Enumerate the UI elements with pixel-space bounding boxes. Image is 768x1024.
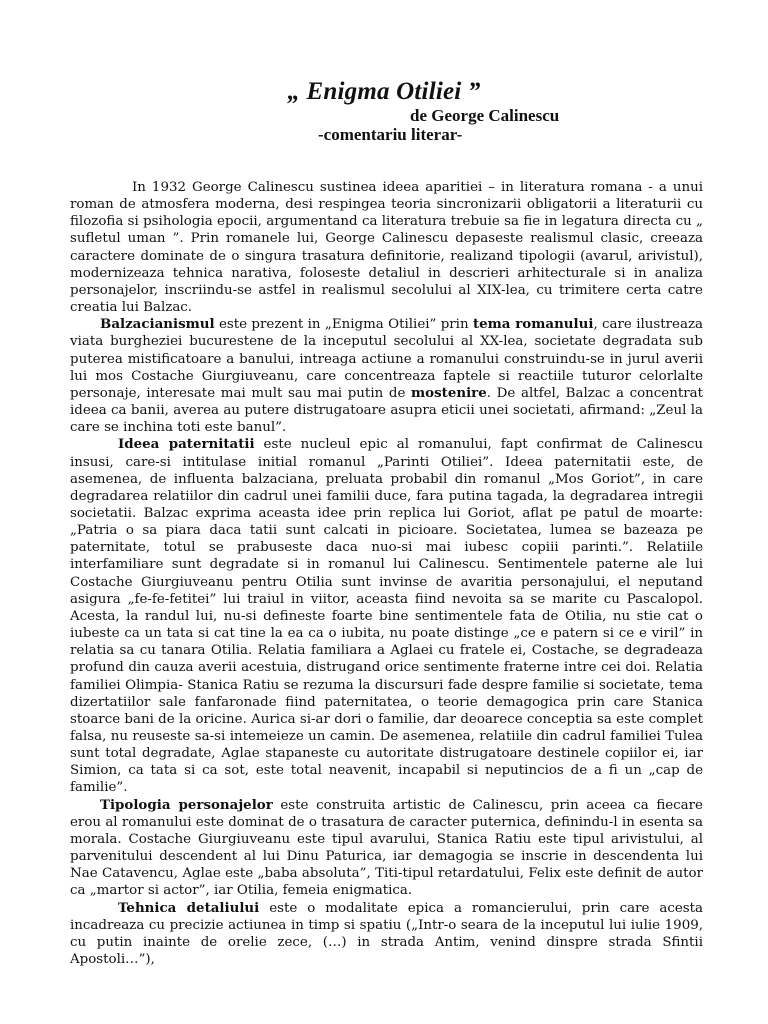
document-title: „ Enigma Otiliei ” [287,78,481,105]
paragraph-intro: In 1932 George Calinescu sustinea ideea aparitiei – in literatura romana - a unui roman de atmosfera moderna, desi respingea teoria sincronizarii obligatorii a literaturii cu filozofia si psihologia epocii, argumentand ca literatura trebuie sa fie in legatura directa cu „ sufletul uman ”. Prin romanele lui, George Calinescu depaseste realismul clasic, creeaza caractere dominate de o singura trasatura definitorie, realizand tipologii (avarul, arivistul), modernizeaza tehnica narativa, foloseste detaliul in descrieri arhitecturale si in analiza personajelor, inscriindu-se astfel in realismul secolului al XIX-lea, cu trimitere certa catre creatia lui Balzac. [70,180,703,316]
term-balzacianismul: Balzacianismul [100,316,215,333]
paragraph-text: este construita artistic de Calinescu, prin aceea ca fiecare erou al romanului este dominat de o trasatura de caracter puternica, definindu-l in esenta sa morala. Costache Giurgiuveanu este tipul avarului, Stanica Ratiu este tipul arivistului, al parvenitului descendent al lui Dinu Paturica, iar demagogia se inscrie in descendenta lui Nae Catavencu, Aglae este „baba absoluta”, Titi-tipul retardatului, Felix este definit de autor ca „martor si actor”, iar Otilia, femeia enigmatica. [70,797,703,899]
document-author: de George Calinescu [410,106,560,125]
paragraph-balzacianism [70,316,703,436]
paragraph-text: este nucleul epic al romanului, fapt confirmat de Calinescu insusi, care-si intitulase initial romanul „Parinti Otiliei”. Ideea paternitatii este, de asemenea, de influenta balzaciana, preluata probabil din romanul „Mos Goriot”, in care degradarea relatiilor din cadrul unei familii duce, fara putina tagada, la degradarea intregii societatii. Balzac exprima aceasta idee prin replica lui Goriot, aflat pe patul de moarte: „Patria o sa piara daca tatii sunt calcati in picioare. Societatea, lumea se bazeaza pe paternitate, totul se prabuseste daca nuo-si mai iubesc copiii parinti.”. Relatiile interfamiliare sunt degradate si in romanul lui Calinescu. Sentimentele paterne ale lui Costache Giurgiuveanu pentru Otilia sunt invinse de avaritia personajului, el neputand asigura „fe-fe-fetitei” lui traiul in viitor, aceasta fiind nevoita sa se marite cu Pascalopol. Acesta, la randul lui, nu-si defineste foarte bine sentimentele fata de Otilia, nu stie cat o iubeste ca un tata si cat tine la ea ca o iubita, nu poate distinge „ce e patern si ce e viril” in relatia sa cu tanara Otilia. Relatia familiara a Aglaei cu fratele ei, Costache, se degradeaza profund din cauza averii acestuia, distrugand orice sentimente fraterne intre cei doi. Relatia familiei Olimpia- Stanica Ratiu se rezuma la discursuri fade despre familie si societate, tema dizertatiilor sale fanfaronade fiind paternitatea, o teorie demagogica prin care Stanica stoarce bani de la oricine. Aurica si-ar dori o familie, dar deoarece conceptia sa este complet falsa, nu reuseste sa-si intemeieze un camin. De asemenea, relatiile din cadrul familiei Tulea sunt total degradate, Aglae stapaneste cu autoritate distrugatoare destinele copiilor ei, iar Simion, ca tata si ca sot, este total neavenit, incapabil si neputincios de a fi un „cap de familie”. [70,437,703,796]
paragraph-tehnica-detaliului [70,900,703,969]
term-ideea-paternitatii: Ideea paternitatii [118,436,255,453]
paragraph-text: este o modalitate epica a romancierului, prin care acesta incadreaza cu precizie actiunea in timp si spatiu („Intr-o seara de la inceputul lui iulie 1909, cu putin inainte de orelie zece, (…) in strada Antim, venind dinspre strada Sfintii Apostoli…”), [70,900,703,968]
paragraph-tipologia [70,797,703,900]
paragraph-text: . De altfel, Balzac a concentrat ideea ca banii, averea au putere distrugatoare asupra eticii unei societati, afirmand: „Zeul la care se inchina toti este banul”. [70,385,703,436]
term-tehnica-detaliului: Tehnica detaliului [118,899,260,916]
document-body [70,179,703,968]
paragraph-paternitate [70,436,703,796]
document-subtitle: -comentariu literar- [318,125,463,144]
term-tipologia-personajelor: Tipologia personajelor [100,796,273,813]
term-mostenire: mostenire [411,384,487,401]
term-tema-romanului: tema romanului [472,316,594,333]
paragraph-text: , care ilustreaza viata burgheziei bucurestene de la inceputul secolului al XX-lea, societate degradata sub puterea mistificatoare a banului, intreaga actiune a romanului construindu-se in jurul averii lui mos Costache Giurgiuveanu, care concentreaza faptele si reactiile tuturor celorlalte personaje, interesate mai mult sau mai putin de [70,317,703,401]
paragraph-text: este prezent in „Enigma Otiliei” prin [214,317,473,333]
